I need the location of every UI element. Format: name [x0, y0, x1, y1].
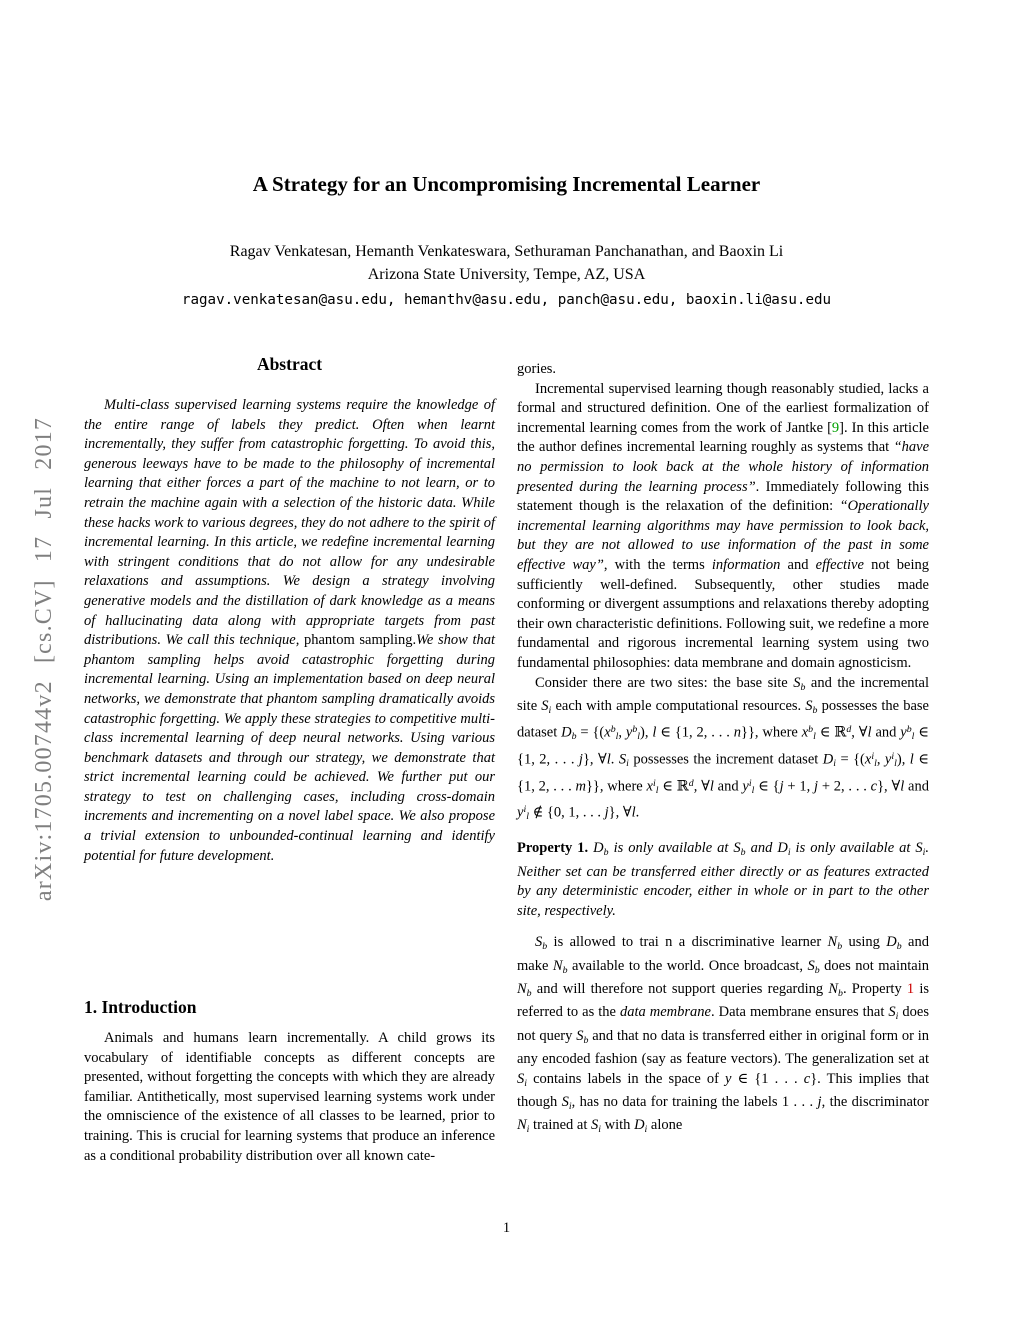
text-run: b — [808, 724, 814, 736]
text-run: }}, where — [585, 778, 647, 795]
right-column — [517, 360, 929, 1140]
text-run: , ∀ — [693, 778, 710, 795]
text-run: and — [745, 840, 778, 857]
text-run: l — [652, 724, 657, 741]
text-run: i — [891, 750, 895, 762]
text-run: b — [814, 964, 820, 976]
text-run: , ∀ — [851, 724, 868, 741]
text-run: }, ∀ — [608, 804, 632, 821]
text-run: and — [871, 724, 901, 741]
text-run: l — [709, 778, 714, 795]
text-run: S — [576, 1027, 584, 1044]
text-run: n — [733, 724, 742, 741]
text-run: not being sufficiently well-defined. Subsequently, other studies made conforming or divergent assumptions and relaxations thereby adopting their own characteristic definitions. Following suit, we redefine a more fundamental and rigorous incremental learning system using two fundamental philosophies: data membrane and domain agnosticism. — [517, 556, 930, 671]
text-run: ∈ {1 . . . — [731, 1070, 804, 1087]
text-run: phantom sampling. — [304, 632, 417, 649]
text-run: i — [748, 777, 752, 789]
text-run: l — [526, 811, 529, 823]
text-run: ∈ {1, 2, . . . — [517, 724, 929, 768]
text-run: is referred to as the — [517, 981, 929, 1021]
text-run: . Data membrane ensures that — [710, 1004, 889, 1021]
text-run: S — [807, 957, 815, 974]
text-run: i — [871, 750, 875, 762]
text-run: ∈ {1, 2, . . . — [656, 724, 734, 741]
page-number: 1 — [502, 1220, 511, 1236]
text-run: b — [906, 724, 912, 736]
text-run: data membrane — [619, 1004, 711, 1021]
text-run: using — [842, 934, 887, 951]
continuation-text: gories. — [517, 361, 557, 377]
arxiv-watermark: arXiv:1705.00744v2 [cs.CV] 17 Jul 2017 — [31, 416, 57, 902]
text-run: available to the world. Once broadcast, — [567, 957, 808, 974]
text-run: ), — [896, 751, 910, 768]
text-run: . Property — [842, 981, 907, 998]
text-run: b — [740, 847, 746, 858]
text-run: ∈ ℝ — [658, 778, 689, 795]
text-run: l — [900, 778, 905, 795]
text-run: and will therefore not support queries regarding — [531, 981, 829, 998]
text-run: i — [548, 704, 552, 716]
text-run: }, ∀ — [582, 751, 607, 768]
text-run: ∉ {0, 1, . . . — [528, 804, 605, 821]
text-run: i — [598, 1124, 602, 1136]
affiliation: Arizona State University, Tempe, AZ, USA — [367, 266, 646, 283]
text-run: and — [780, 556, 816, 573]
text-run: i — [922, 847, 926, 858]
text-run: l — [751, 784, 755, 796]
text-run: j — [814, 778, 819, 795]
text-run: j — [578, 751, 583, 768]
abstract-heading: Abstract — [256, 354, 323, 374]
text-run: . Neither set can be transferred either directly or as features extracted by any deterministic encoder, either in whole or in part to the other site, respectively. — [517, 840, 930, 919]
text-run: N — [828, 981, 839, 998]
text-run: ), — [639, 724, 653, 741]
text-run: D — [561, 724, 572, 741]
text-run: , — [876, 751, 885, 768]
text-run: }. This implies that though — [517, 1070, 929, 1111]
text-run: y — [742, 778, 749, 795]
text-run: N — [552, 957, 563, 974]
text-run: , has no data for training the labels 1 . . . — [571, 1094, 818, 1111]
text-run: N — [517, 1117, 527, 1134]
text-run: with — [601, 1117, 635, 1134]
author-list: Ragav Venkatesan, Hemanth Venkateswara, Sethuraman Panchanathan, and Baoxin Li — [229, 243, 784, 260]
introduction-text: Animals and humans learn incrementally. A child grows its vocabulary of identifiable concepts as different concepts are presented, without forgetting the concepts with which they are already familiar. Antithetically, most supervised learning systems work under the omniscience of the existence of all classes to be learned, prior to training. This is crucial for learning systems that produce an inference as a conditional probability distribution over all known cate- — [84, 1030, 495, 1164]
text-run: D — [886, 934, 897, 951]
text-run: is allowed to trai n a discriminative learner — [547, 934, 828, 951]
text-run: j — [779, 778, 784, 795]
introduction-heading: 1. Introduction — [84, 997, 197, 1017]
property-ref-link[interactable]: 1 — [906, 981, 915, 998]
text-run: y — [900, 724, 907, 741]
text-run: possesses the base dataset — [517, 697, 929, 741]
text-run: . Immediately following this statement though is the relaxation of the definition: — [517, 478, 929, 515]
text-run: x — [604, 724, 611, 741]
text-run: i — [524, 1077, 527, 1089]
text-run: i — [526, 1124, 530, 1136]
text-run: i — [644, 1124, 648, 1136]
text-run: b — [562, 964, 568, 976]
text-run: y — [517, 804, 524, 821]
text-run: l — [867, 724, 872, 741]
text-run: . — [635, 804, 640, 821]
text-run: b — [812, 704, 818, 716]
text-run: “Operationally incremental learning algorithms may have permission to look back, but they are not allowed to use information of the past in some effective way” — [517, 498, 929, 573]
text-run: D — [593, 840, 604, 857]
text-run: x — [801, 724, 809, 741]
text-run: i — [787, 847, 791, 858]
text-run: D — [634, 1117, 645, 1134]
text-run: b — [632, 724, 638, 736]
text-run: S — [618, 751, 627, 768]
text-run: l — [606, 751, 611, 768]
text-run: l — [894, 758, 897, 770]
text-run: l — [909, 751, 914, 768]
text-run: b — [610, 724, 616, 736]
text-run: l — [655, 784, 659, 796]
text-run: S — [561, 1094, 569, 1111]
text-run: . — [610, 751, 619, 768]
text-run: Consider there are two sites: the base site — [535, 674, 794, 691]
paragraph-incremental-definition — [517, 380, 929, 674]
text-run: and the incremental site — [517, 674, 929, 714]
text-run: ∈ ℝ — [815, 724, 847, 741]
text-run: Multi-class supervised learning systems require the knowledge of the entire range of labels they predict. Often when learnt incrementally, they suffer from catastrophic forgetting. To avoid this, generous leeways have to be made to the philosophy of incremental learning that either forces a part of the machine to not learn, or to retrain the machine again with a selection of the historic data. While these hacks work to various degrees, they do not adhere to the spirit of incremental learning. In this article, we redefine incremental learning with stringent conditions that do not allow for any undesirable relaxations and assumptions. We design a strategy involving generative models and the distillation of dark knowledge as a means of hallucinating data along with appropriate targets from past distributions. We call this technique, — [84, 397, 495, 649]
text-run: i — [626, 758, 629, 770]
text-run: b — [837, 941, 843, 953]
text-run: x — [646, 778, 653, 795]
text-run: m — [575, 778, 586, 795]
text-run: b — [800, 681, 806, 693]
text-run: is only available at — [608, 840, 734, 857]
text-run: b — [896, 941, 902, 953]
text-run: d — [846, 724, 852, 736]
text-run: possesses the increment dataset — [628, 751, 823, 768]
text-run: y — [625, 724, 633, 741]
text-run: c — [870, 778, 878, 795]
text-run: S — [517, 1070, 525, 1087]
text-run: and make — [517, 934, 929, 974]
text-run: information — [711, 556, 781, 573]
text-run: Incremental supervised learning though reasonably studied, lacks a formal and structured definition. One of the earliest formalization of incremental learning comes from the work of Jantke [ — [517, 380, 929, 436]
text-run: b — [542, 941, 548, 953]
text-run: S — [733, 840, 741, 857]
text-run: N — [517, 981, 527, 998]
text-run: ∈ { — [754, 778, 780, 795]
citation-link-9[interactable]: 9 — [831, 419, 840, 436]
text-run: i — [568, 1100, 572, 1112]
text-run: b — [571, 731, 577, 743]
text-run: S — [541, 697, 549, 714]
paragraph-two-sites — [517, 674, 929, 828]
text-run: i — [833, 758, 836, 770]
text-run: l — [874, 758, 877, 770]
author-emails: ragav.venkatesan@asu.edu, hemanthv@asu.edu, panch@asu.edu, baoxin.li@asu.edu — [181, 292, 832, 308]
text-run: }, ∀ — [877, 778, 901, 795]
text-run: j — [604, 804, 609, 821]
text-run: ]. In this article the author defines incremental learning roughly as systems that — [517, 419, 929, 456]
text-run: S — [888, 1004, 896, 1021]
text-run: b — [526, 987, 532, 999]
text-run: D — [777, 840, 788, 857]
text-run: “have no permission to look back at the whole history of information presented during the learning process” — [517, 439, 929, 495]
text-run: = {( — [835, 751, 865, 768]
text-run: y — [884, 751, 892, 768]
text-run: b — [583, 1034, 589, 1046]
text-run: is only available at — [790, 840, 916, 857]
text-run: We show that phantom sampling helps avoid catastrophic forgetting during incremental learning. Using an implementation based on deep neural networks, we demonstrate that phantom sampling dramatically avoids catastrophic forgetting. We apply these strategies to competitive multi-class incremental learning of deep neural networks. Using various benchmark datasets and through our strategy, we demonstrate that strict incremental learning could be achieved. We further put our strategy to test on challenging cases, including cross-domain increments and incrementing on a novel label space. We also propose a trivial extension to unbounded-continual learning and identify potential for future development. — [84, 632, 495, 864]
text-run: b — [838, 987, 843, 999]
text-run: S — [591, 1117, 599, 1134]
text-run: each with ample computational resources. — [551, 697, 806, 714]
text-run: , with the terms — [603, 556, 712, 573]
text-run: , — [618, 724, 626, 741]
text-run: S — [915, 840, 923, 857]
text-run: does not maintain — [819, 957, 930, 974]
text-run: l — [813, 731, 816, 743]
text-run: j — [817, 1094, 822, 1111]
text-run: S — [535, 934, 543, 951]
text-run: alone — [647, 1117, 683, 1134]
abstract-text — [84, 396, 495, 866]
text-run: does not query — [517, 1004, 929, 1044]
text-run: and that no data is transferred either in original form or in any encoded fashion (say as feature vectors). The generalization set at — [517, 1027, 929, 1068]
text-run: i — [652, 777, 656, 789]
text-run: and — [713, 778, 743, 795]
text-run: = {( — [576, 724, 605, 741]
text-run: and — [904, 778, 929, 795]
text-run: effective — [815, 556, 864, 573]
text-run: l — [631, 804, 636, 821]
text-run: i — [895, 1011, 899, 1023]
text-run: , the discriminator — [821, 1094, 929, 1111]
text-run: x — [864, 751, 872, 768]
text-run: S — [805, 697, 813, 714]
text-run: }}, where — [741, 724, 802, 741]
text-run: d — [688, 777, 694, 789]
text-run: c — [803, 1070, 811, 1087]
text-run: i — [523, 804, 527, 816]
text-run: S — [793, 674, 801, 691]
paper-title: A Strategy for an Uncompromising Incremental Learner — [252, 172, 761, 196]
text-run: + 1, — [783, 778, 815, 795]
property-1-block — [517, 839, 929, 921]
text-run: l — [637, 731, 640, 743]
text-run: N — [827, 934, 838, 951]
text-run: + 2, . . . — [818, 778, 871, 795]
text-run: b — [603, 847, 609, 858]
text-run: y — [725, 1070, 732, 1087]
paragraph-data-membrane — [517, 933, 929, 1139]
text-run: l — [615, 731, 619, 743]
text-run: ∈ {1, 2, . . . — [517, 751, 930, 795]
text-run: contains labels in the space of — [527, 1070, 725, 1087]
text-run: D — [822, 751, 834, 768]
text-run: Property 1. — [517, 840, 589, 857]
text-run: l — [911, 731, 915, 743]
text-run: trained at — [529, 1117, 592, 1134]
